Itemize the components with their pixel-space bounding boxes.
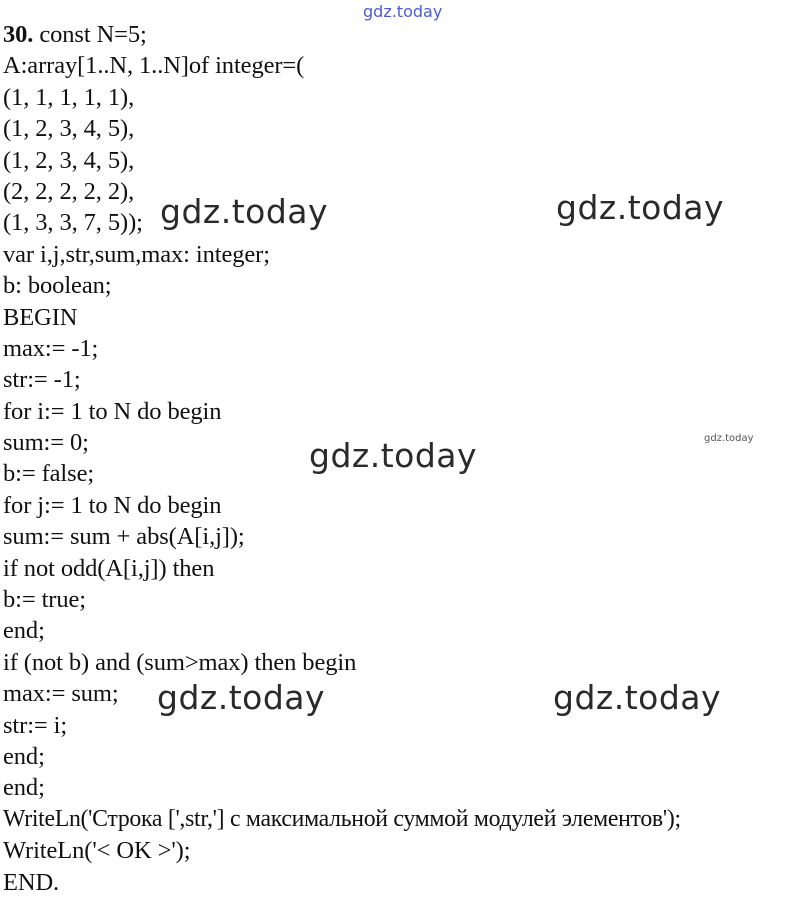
code-line-17: sum:= sum + abs(A[i,j]); — [3, 523, 245, 551]
code-line-1 — [3, 19, 681, 50]
code-line-14: sum:= 0; — [3, 429, 89, 457]
problem-number: 30. — [3, 21, 34, 48]
code-line-3: (1, 1, 1, 1, 1), — [3, 83, 135, 111]
code-line-22: max:= sum; — [3, 680, 119, 708]
code-line-12: str:= -1; — [3, 366, 81, 394]
code-line-28: END. — [3, 868, 60, 896]
watermark-center: gdz.today — [309, 436, 478, 475]
code-line-27: WriteLn('< OK >'); — [3, 837, 191, 865]
code-line-13: for i:= 1 to N do begin — [3, 397, 222, 425]
code-line-19: b:= true; — [3, 586, 86, 614]
code-line-9: b: boolean; — [3, 272, 112, 300]
watermark-mid-left: gdz.today — [160, 192, 329, 231]
code-line-8: var i,j,str,sum,max: integer; — [3, 240, 270, 268]
code-line-text: const N=5; — [33, 21, 147, 48]
code-line-6: (2, 2, 2, 2, 2), — [3, 177, 135, 205]
code-line-5: (1, 2, 3, 4, 5), — [3, 146, 135, 174]
code-line-21: if (not b) and (sum>max) then begin — [3, 648, 357, 676]
code-line-20: end; — [3, 617, 45, 645]
code-line-16: for j:= 1 to N do begin — [3, 491, 222, 519]
code-line-15: b:= false; — [3, 460, 95, 488]
code-line-18: if not odd(A[i,j]) then — [3, 554, 215, 582]
code-line-10: BEGIN — [3, 303, 78, 331]
code-line-2: A:array[1..N, 1..N]of integer=( — [3, 52, 305, 80]
code-line-24: end; — [3, 742, 45, 770]
code-line-25: end; — [3, 774, 45, 802]
watermark-mid-right: gdz.today — [556, 188, 725, 227]
code-line-23: str:= i; — [3, 711, 68, 739]
code-line-4: (1, 2, 3, 4, 5), — [3, 115, 135, 143]
watermark-small-right: gdz.today — [704, 433, 754, 444]
code-line-7: (1, 3, 3, 7, 5)); — [3, 209, 143, 237]
code-line-11: max:= -1; — [3, 334, 99, 362]
code-line-26: WriteLn('Строка [',str,'] с максимальной суммой модулей элементов'); — [3, 805, 681, 832]
watermark-bottom-left: gdz.today — [157, 678, 326, 717]
watermark-bottom-right: gdz.today — [553, 678, 722, 717]
watermark-top: gdz.today — [363, 2, 443, 21]
